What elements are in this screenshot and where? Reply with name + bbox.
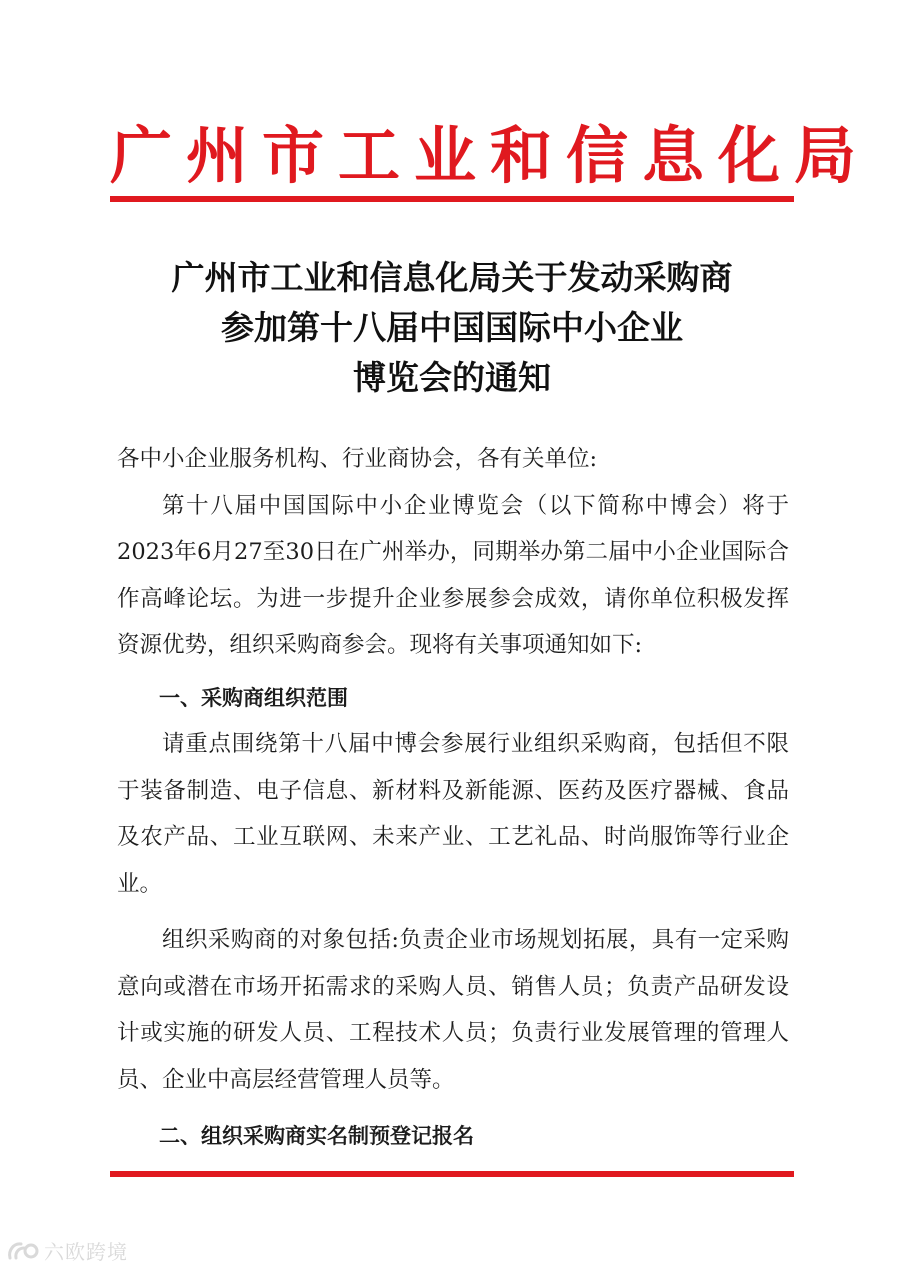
notice-title-line-2: 参加第十八届中国国际中小企业	[221, 308, 683, 347]
watermark-logo-icon	[6, 1240, 40, 1262]
section-1-paragraph-2: 组织采购商的对象包括:负责企业市场规划拓展，具有一定采购意向或潜在市场开拓需求的采购人员、销售人员；负责产品研发设计或实施的研发人员、工程技术人员；负责行业发展管理的管理人员、企业中高层经营管理人员等。	[117, 927, 789, 1093]
intro-paragraph: 第十八届中国国际中小企业博览会（以下简称中博会）将于2023年6月27至30日在广州举办，同期举办第二届中小企业国际合作高峰论坛。为进一步提升企业参展参会成效，请你单位积极发挥资源优势，组织采购商参会。现将有关事项通知如下:	[117, 492, 789, 658]
red-divider-top	[110, 196, 794, 202]
notice-body	[117, 436, 789, 1160]
section-1-paragraph-1: 请重点围绕第十八届中博会参展行业组织采购商，包括但不限于装备制造、电子信息、新材料及新能源、医药及医疗器械、食品及农产品、工业互联网、未来产业、工艺礼品、时尚服饰等行业企业。	[117, 731, 789, 897]
red-divider-bottom	[110, 1171, 794, 1177]
salutation: 各中小企业服务机构、行业商协会，各有关单位:	[117, 446, 598, 472]
masthead-title: 广州市工业和信息化局	[110, 119, 871, 192]
watermark	[6, 1236, 128, 1265]
watermark-text: 六欧跨境	[44, 1240, 128, 1264]
notice-title	[110, 253, 794, 403]
notice-title-line-3: 博览会的通知	[353, 358, 551, 397]
section-2-heading: 二、组织采购商实名制预登记报名	[159, 1124, 474, 1148]
notice-title-line-1: 广州市工业和信息化局关于发动采购商	[171, 258, 733, 297]
section-1-heading: 一、采购商组织范围	[159, 685, 348, 710]
